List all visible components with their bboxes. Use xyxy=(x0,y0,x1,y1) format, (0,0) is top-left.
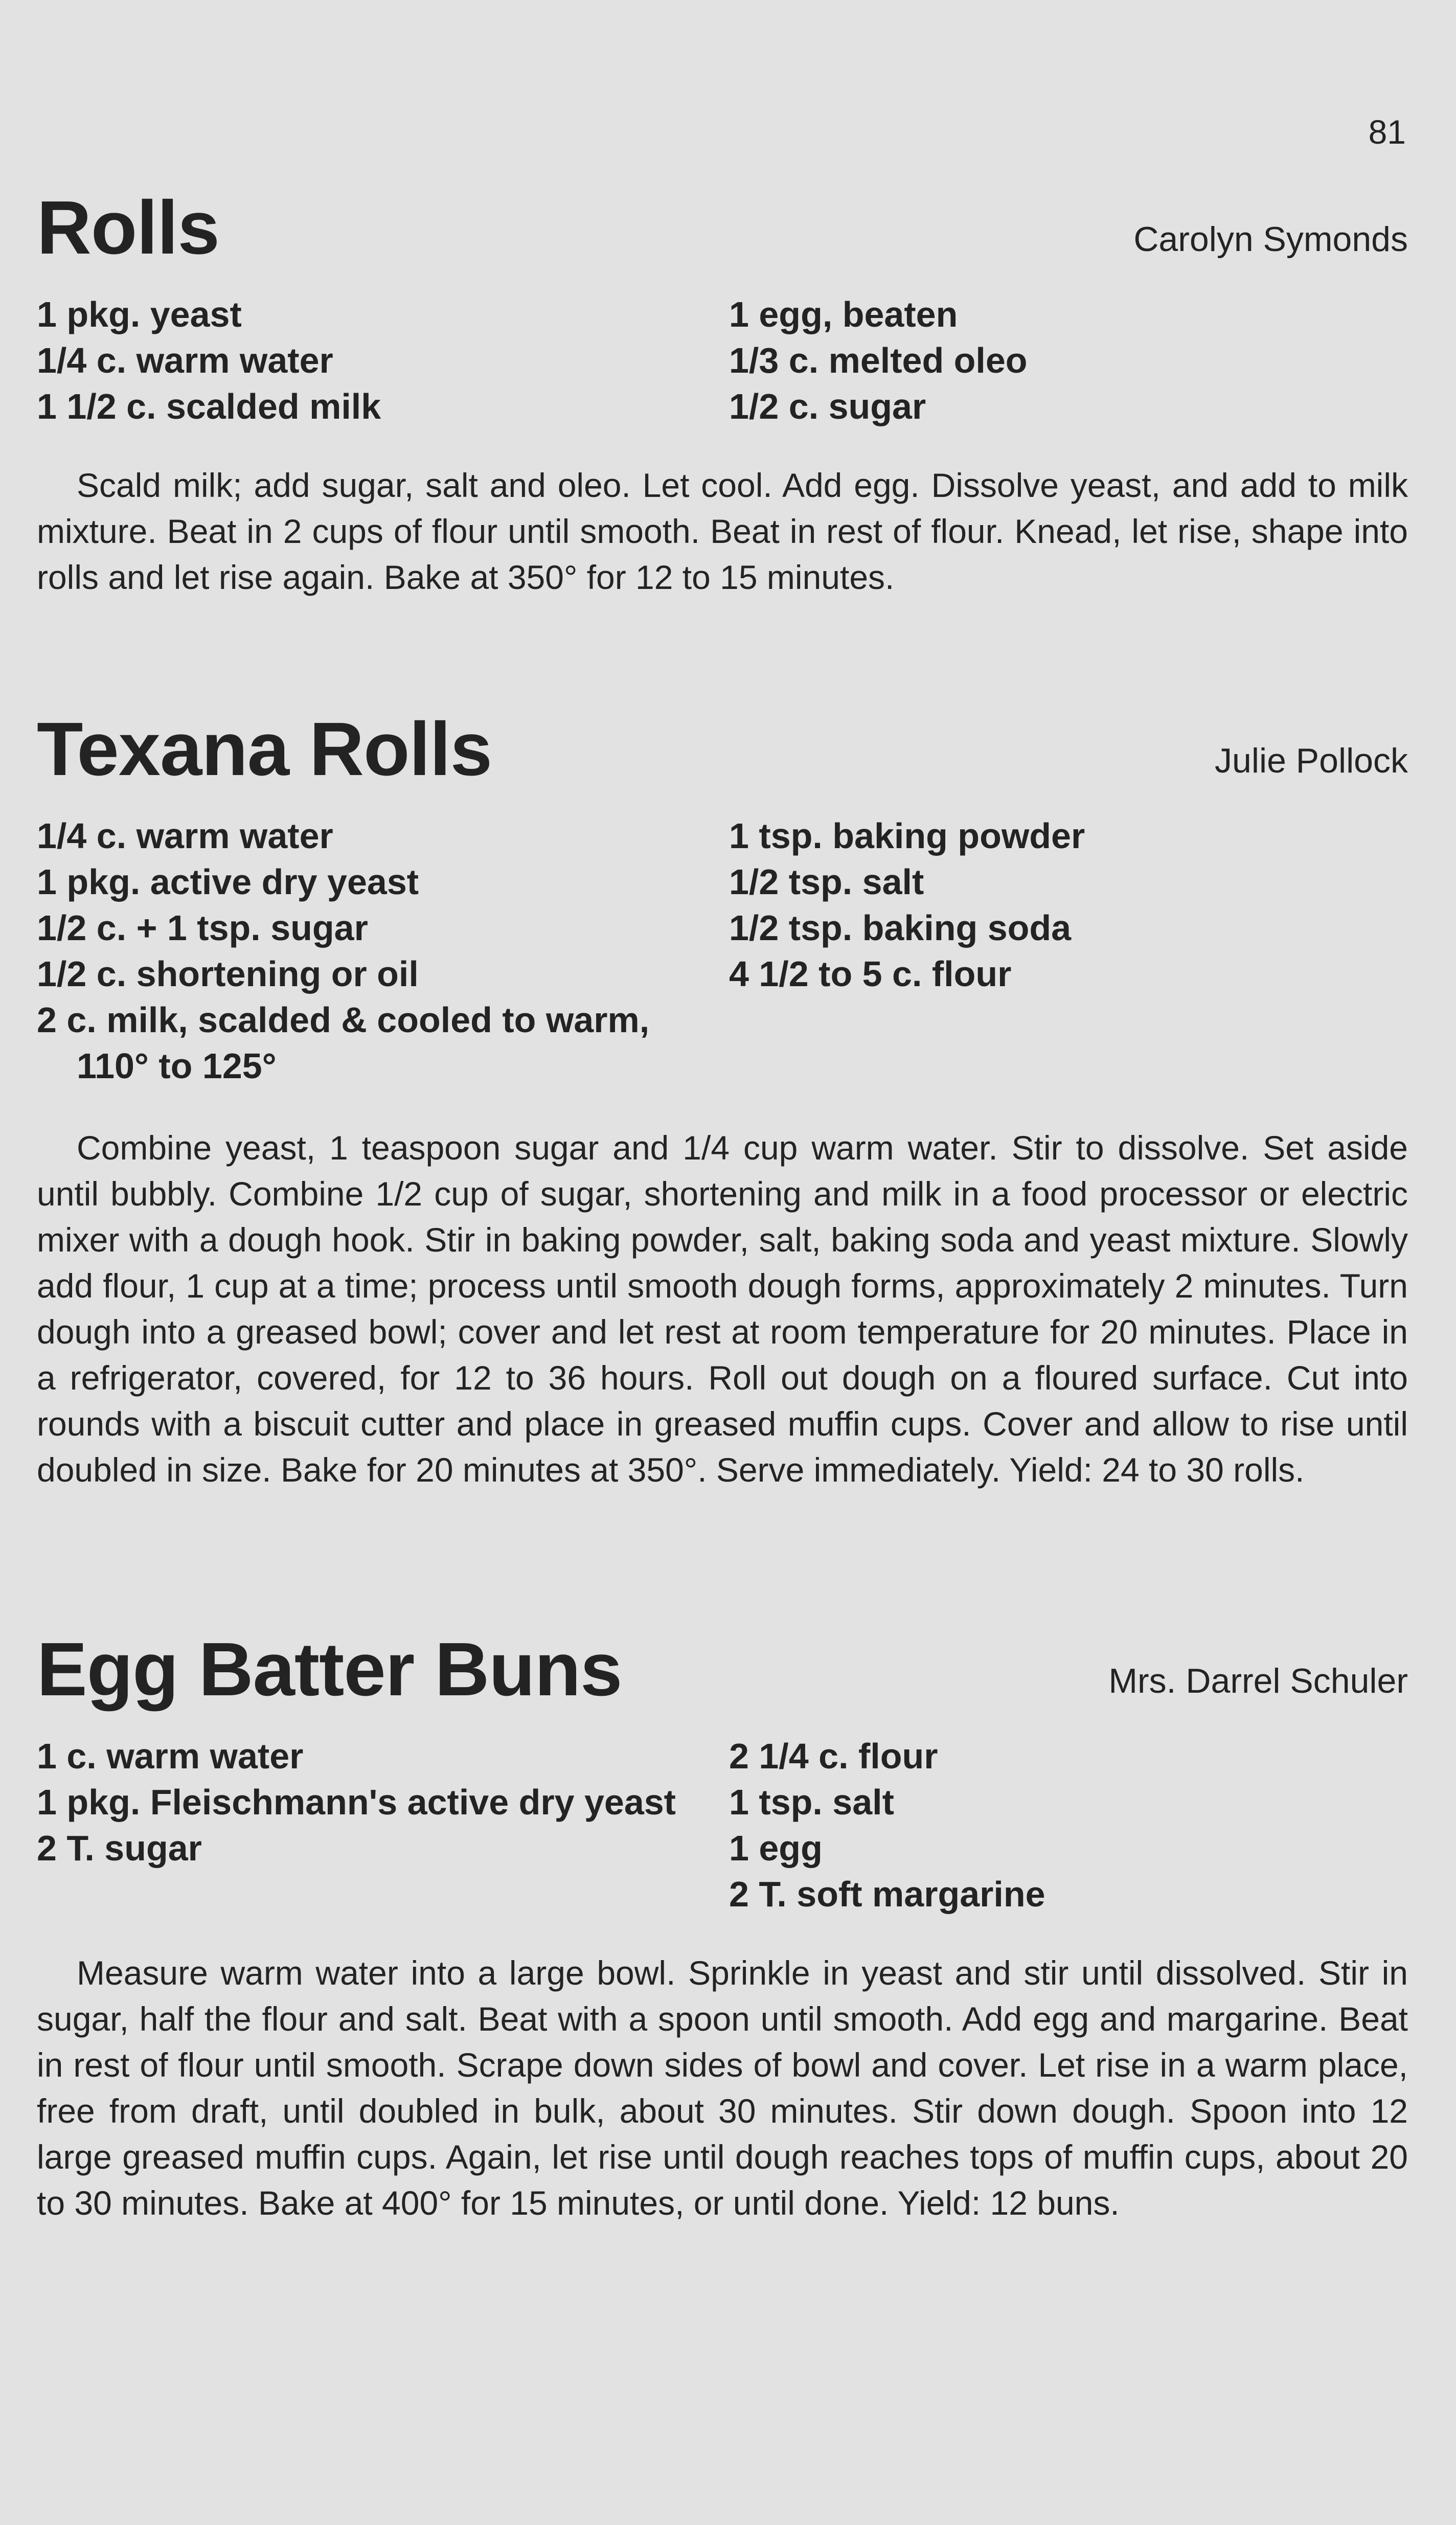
ingredient-item: 1 pkg. Fleischmann's active dry yeast xyxy=(37,1782,676,1822)
ingredient-item: 2 1/4 c. flour xyxy=(729,1736,938,1776)
recipe-header xyxy=(37,164,1408,270)
ingredient-item: 2 T. soft margarine xyxy=(729,1874,1045,1914)
recipe-header xyxy=(37,685,1408,791)
recipe-egg-batter-buns xyxy=(37,1605,1408,2226)
recipe-directions: Measure warm water into a large bowl. Sprinkle in yeast and stir until dissolved. Stir in sugar, half the flour and salt. Beat with a spoon until smooth. Add egg and margarine. Beat in rest of flour until smooth. Scrape down sides of bowl and cover. Let rise in a warm place, free from draft, until doubled in bulk, about 30 minutes. Stir down dough. Spoon into 12 large greased muffin cups. Again, let rise until dough reaches tops of muffin cups, about 20 to 30 minutes. Bake at 400° for 15 minutes, or until done. Yield: 12 buns. xyxy=(37,1954,1408,2222)
ingredients-right-column xyxy=(729,1733,1408,1917)
page-number: 81 xyxy=(1368,113,1406,151)
ingredient-item: 1/2 c. shortening or oil xyxy=(37,954,419,994)
ingredient-item: 1 1/2 c. scalded milk xyxy=(37,386,381,426)
ingredients-list xyxy=(37,813,1408,1089)
ingredient-item: 1/2 c. + 1 tsp. sugar xyxy=(37,908,368,948)
recipe-author: Mrs. Darrel Schuler xyxy=(1108,1662,1408,1700)
ingredient-item: 1 egg xyxy=(729,1828,823,1868)
ingredient-item: 1/2 tsp. salt xyxy=(729,862,924,902)
ingredient-item: 1 pkg. yeast xyxy=(37,294,242,334)
recipe-texana-rolls xyxy=(37,685,1408,1493)
ingredient-item: 2 T. sugar xyxy=(37,1828,202,1868)
recipe-header xyxy=(37,1605,1408,1712)
recipe-title: Texana Rolls xyxy=(37,707,492,791)
ingredient-item: 1/3 c. melted oleo xyxy=(729,340,1028,380)
ingredient-item: 1/2 tsp. baking soda xyxy=(729,908,1072,948)
ingredient-item: 1 tsp. baking powder xyxy=(729,816,1085,856)
ingredients-left-column xyxy=(37,1733,729,1917)
ingredients-left-column xyxy=(37,813,729,1089)
ingredient-item: 1 c. warm water xyxy=(37,1736,304,1776)
ingredient-item: 1/2 c. sugar xyxy=(729,386,926,426)
ingredient-item: 1 egg, beaten xyxy=(729,294,958,334)
recipe-directions: Combine yeast, 1 teaspoon sugar and 1/4 cup warm water. Stir to dissolve. Set aside until bubbly. Combine 1/2 cup of sugar, shortening and milk in a food processor or electric mixer with a dough hook. Stir in baking powder, salt, baking soda and yeast mixture. Slowly add flour, 1 cup at a time; process until smooth dough forms, approximately 2 minutes. Turn dough into a greased bowl; cover and let rest at room temperature for 20 minutes. Place in a refrigerator, covered, for 12 to 36 hours. Roll out dough on a floured surface. Cut into rounds with a biscuit cutter and place in greased muffin cups. Cover and allow to rise until doubled in size. Bake for 20 minutes at 350°. Serve immediately. Yield: 24 to 30 rolls. xyxy=(37,1129,1408,1489)
ingredients-right-column xyxy=(729,813,1408,1089)
ingredient-item: 1/4 c. warm water xyxy=(37,816,333,856)
recipe-author: Carolyn Symonds xyxy=(1133,220,1408,259)
recipe-directions: Scald milk; add sugar, salt and oleo. Let cool. Add egg. Dissolve yeast, and add to milk mixture. Beat in 2 cups of flour until smooth. Beat in rest of flour. Knead, let rise, shape into rolls and let rise again. Bake at 350° for 12 to 15 minutes. xyxy=(37,466,1408,596)
recipe-rolls xyxy=(37,164,1408,600)
recipe-author: Julie Pollock xyxy=(1215,741,1408,780)
recipe-title: Rolls xyxy=(37,186,219,270)
ingredient-item: 1 pkg. active dry yeast xyxy=(37,862,419,902)
ingredient-item: 1/4 c. warm water xyxy=(37,340,333,380)
ingredients-list xyxy=(37,291,1408,429)
ingredient-item: 2 c. milk, scalded & cooled to warm, 110° to 125° xyxy=(37,1000,650,1086)
ingredients-left-column xyxy=(37,291,729,429)
ingredient-item: 4 1/2 to 5 c. flour xyxy=(729,954,1012,994)
ingredients-right-column xyxy=(729,291,1408,429)
recipe-title: Egg Batter Buns xyxy=(37,1627,622,1712)
ingredients-list xyxy=(37,1733,1408,1917)
ingredient-item: 1 tsp. salt xyxy=(729,1782,894,1822)
